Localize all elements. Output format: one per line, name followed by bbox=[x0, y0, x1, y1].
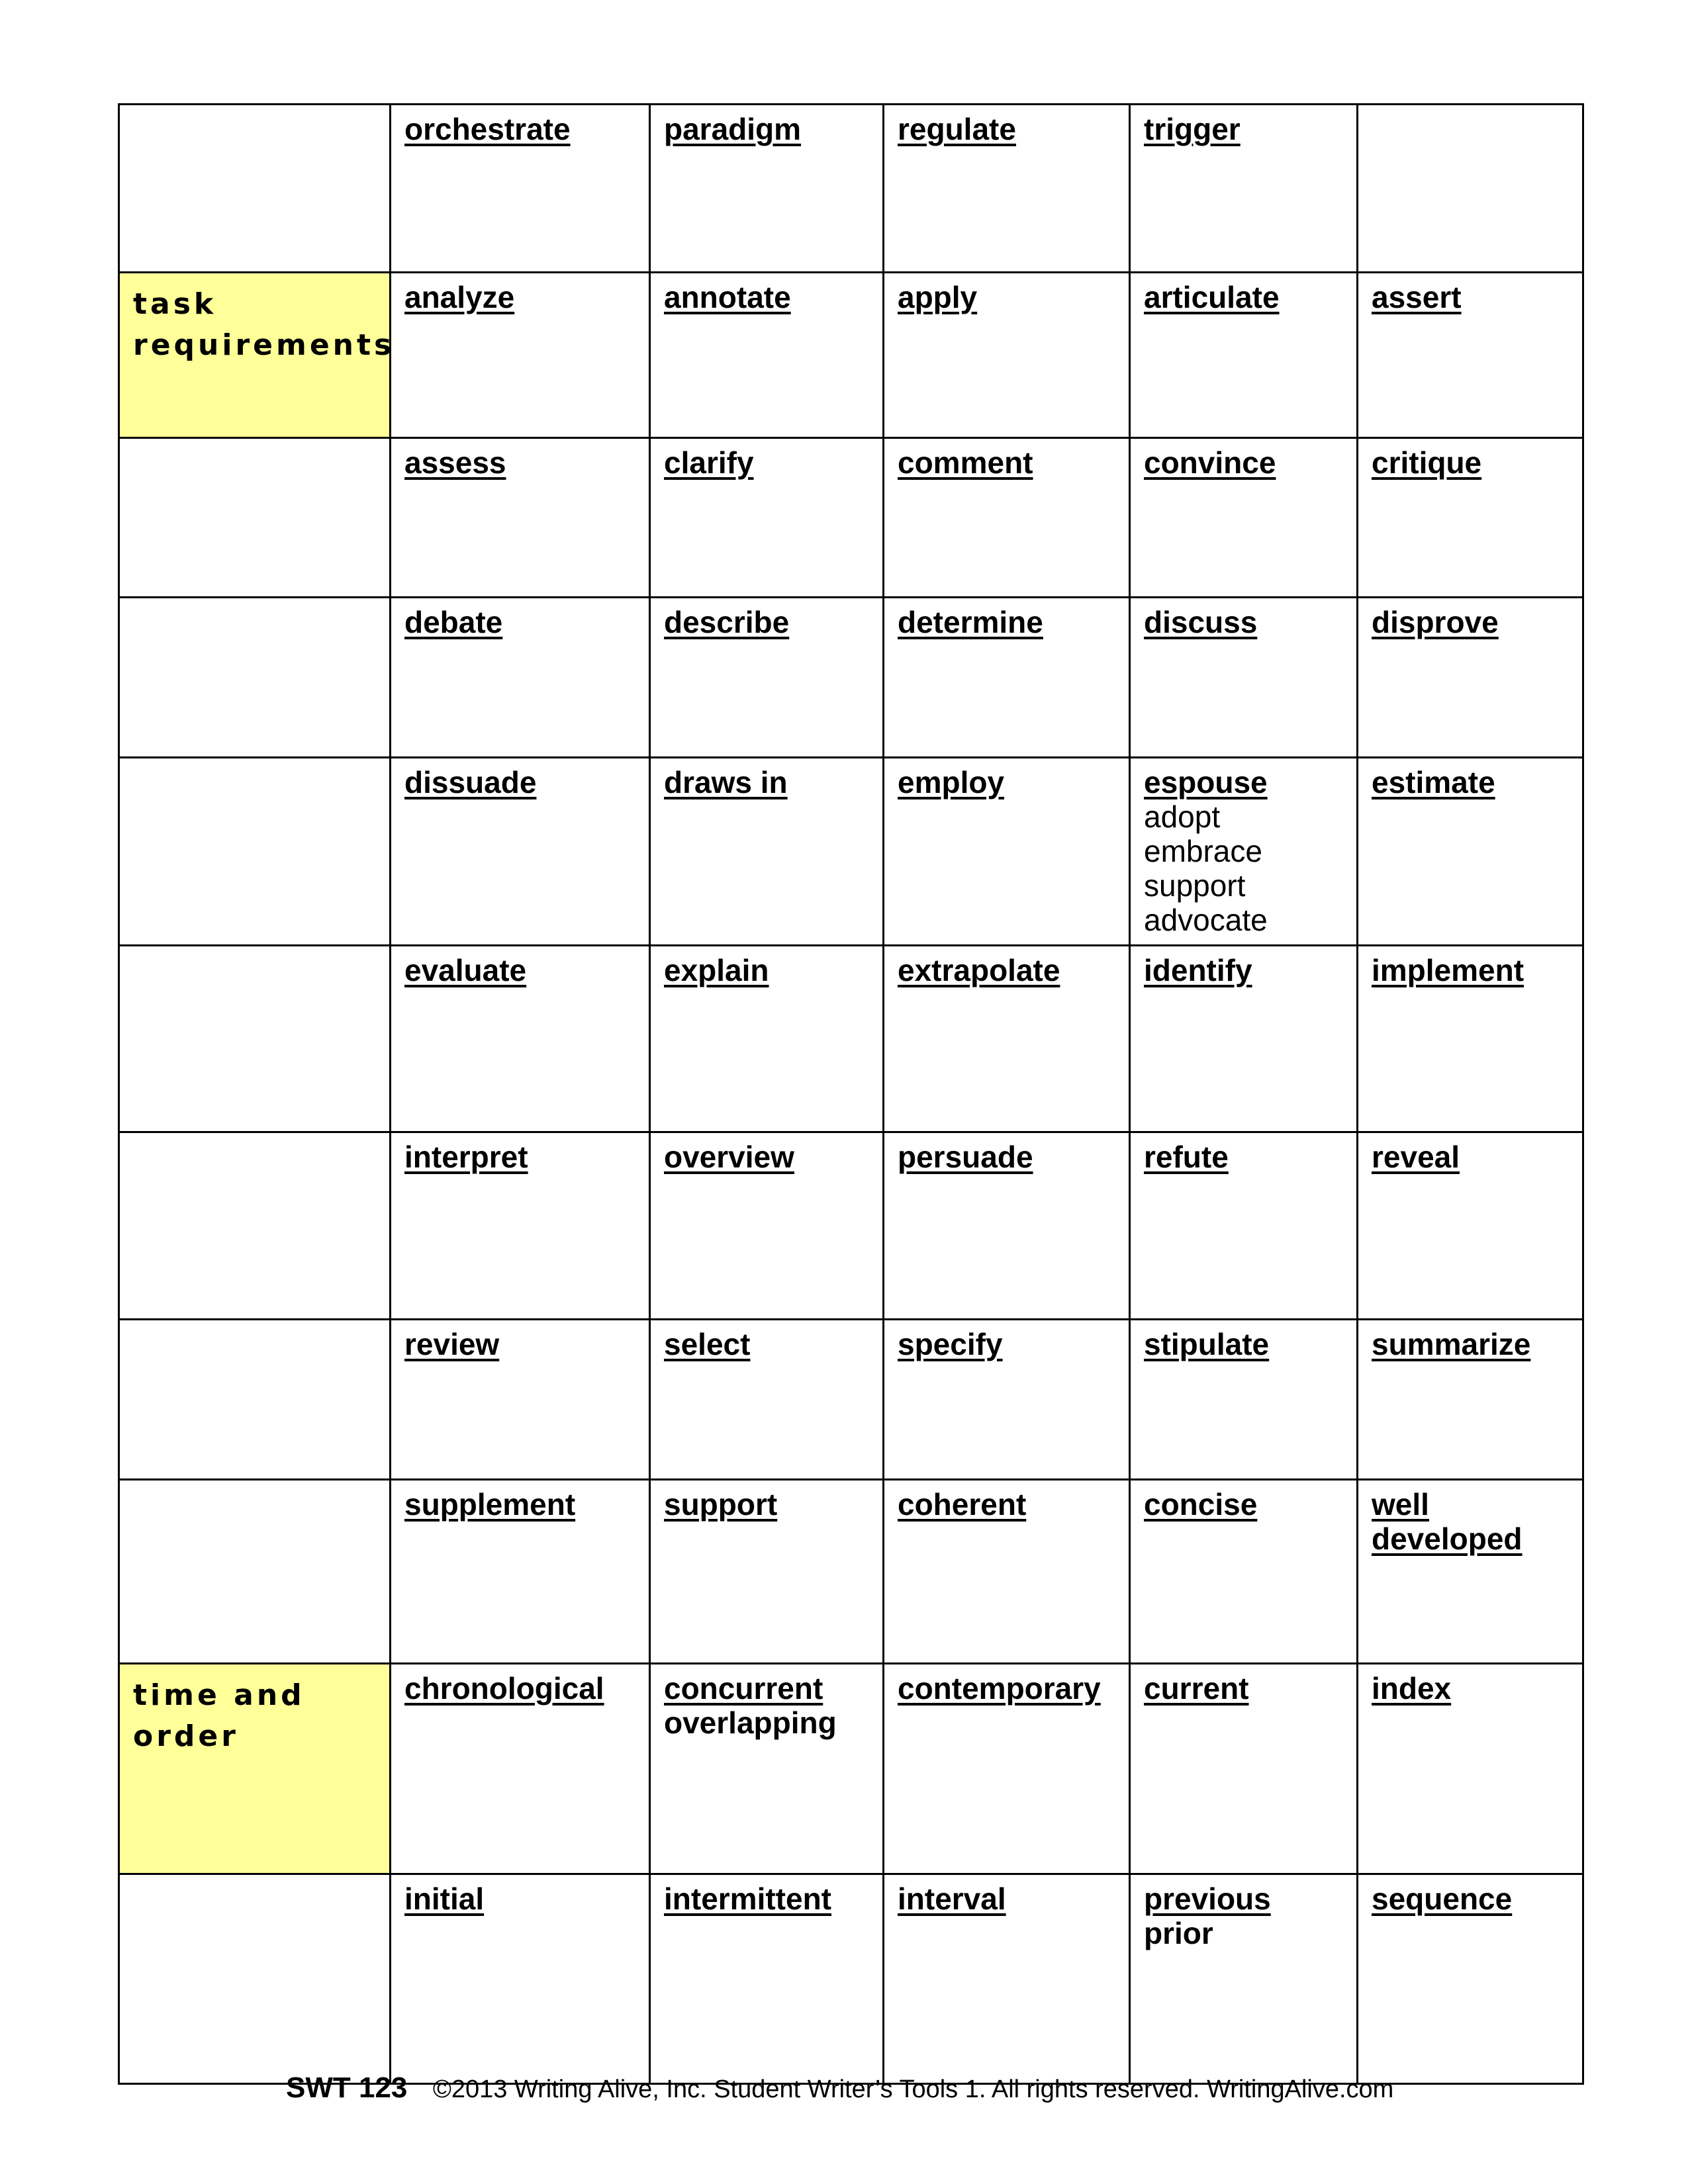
category-label: task requirements bbox=[133, 287, 395, 362]
vocab-term: comment bbox=[898, 445, 1033, 480]
vocab-term: chronological bbox=[404, 1671, 604, 1706]
table-row bbox=[119, 1664, 1583, 1874]
category-cell bbox=[119, 1874, 391, 2084]
vocab-term: identify bbox=[1144, 953, 1252, 987]
category-cell bbox=[119, 1132, 391, 1320]
category-cell bbox=[119, 1320, 391, 1480]
vocab-cell bbox=[650, 1132, 884, 1320]
vocab-cell bbox=[1130, 273, 1358, 438]
vocab-cell bbox=[1358, 105, 1583, 273]
vocab-cell bbox=[650, 946, 884, 1132]
vocab-cell bbox=[391, 438, 650, 598]
vocab-cell bbox=[1358, 1320, 1583, 1480]
table-row bbox=[119, 438, 1583, 598]
vocab-cell bbox=[1130, 946, 1358, 1132]
category-cell bbox=[119, 1480, 391, 1664]
vocab-term: regulate bbox=[898, 112, 1016, 146]
table-row bbox=[119, 1320, 1583, 1480]
vocab-term: paradigm bbox=[664, 112, 802, 146]
table-row bbox=[119, 1480, 1583, 1664]
vocab-term: refute bbox=[1144, 1140, 1229, 1174]
vocab-cell bbox=[1130, 1480, 1358, 1664]
vocab-cell bbox=[391, 273, 650, 438]
vocab-cell bbox=[884, 438, 1130, 598]
vocab-term: implement bbox=[1372, 953, 1524, 987]
vocab-cell bbox=[1130, 598, 1358, 758]
vocab-term: estimate bbox=[1372, 765, 1495, 799]
table-row bbox=[119, 946, 1583, 1132]
vocab-cell bbox=[884, 273, 1130, 438]
vocab-cell bbox=[1130, 1132, 1358, 1320]
category-cell bbox=[119, 273, 395, 438]
vocab-term: previous bbox=[1144, 1882, 1271, 1916]
table-row bbox=[119, 105, 1583, 273]
vocab-cell bbox=[1130, 1320, 1358, 1480]
vocab-cell bbox=[884, 598, 1130, 758]
vocab-term: well developed bbox=[1372, 1487, 1523, 1556]
vocab-term: dissuade bbox=[404, 765, 537, 799]
vocab-term: articulate bbox=[1144, 280, 1280, 314]
vocab-cell bbox=[1358, 1132, 1583, 1320]
vocab-cell bbox=[1358, 1480, 1583, 1664]
vocab-cell bbox=[391, 1132, 650, 1320]
synonym-text: support bbox=[1144, 868, 1246, 903]
table-row bbox=[119, 598, 1583, 758]
vocab-cell bbox=[884, 758, 1130, 946]
vocab-cell bbox=[884, 1664, 1130, 1874]
vocab-cell bbox=[391, 1874, 650, 2084]
vocab-cell bbox=[391, 1480, 650, 1664]
vocab-cell bbox=[1358, 1664, 1583, 1874]
vocab-cell bbox=[650, 1664, 884, 1874]
vocab-term: clarify bbox=[664, 445, 754, 480]
vocab-term: reveal bbox=[1372, 1140, 1460, 1174]
vocab-term: supplement bbox=[404, 1487, 576, 1522]
vocab-cell bbox=[1358, 758, 1583, 946]
vocab-term: summarize bbox=[1372, 1327, 1531, 1361]
vocab-cell bbox=[650, 1320, 884, 1480]
synonym-text: embrace bbox=[1144, 834, 1262, 868]
category-cell bbox=[119, 438, 391, 598]
vocab-term: support bbox=[664, 1487, 778, 1522]
vocabulary-table-body bbox=[119, 105, 1583, 2084]
vocab-cell bbox=[884, 1874, 1130, 2084]
table-row bbox=[119, 1132, 1583, 1320]
vocab-cell bbox=[1130, 1874, 1358, 2084]
vocab-cell bbox=[391, 1320, 650, 1480]
vocab-term: overview bbox=[664, 1140, 794, 1174]
vocab-term: interval bbox=[898, 1882, 1006, 1916]
vocab-cell bbox=[391, 1664, 650, 1874]
vocab-term: explain bbox=[664, 953, 769, 987]
vocab-term: sequence bbox=[1372, 1882, 1513, 1916]
vocab-term: disprove bbox=[1372, 605, 1499, 639]
vocab-cell bbox=[884, 1320, 1130, 1480]
footer-code: SWT 123 bbox=[286, 2071, 408, 2104]
vocab-term: coherent bbox=[898, 1487, 1027, 1522]
vocab-term: specify bbox=[898, 1327, 1003, 1361]
synonym-text: prior bbox=[1144, 1916, 1213, 1950]
vocab-cell bbox=[650, 1480, 884, 1664]
vocab-term: trigger bbox=[1144, 112, 1241, 146]
vocab-cell bbox=[884, 105, 1130, 273]
vocab-term: apply bbox=[898, 280, 978, 314]
vocab-cell bbox=[1358, 1874, 1583, 2084]
category-cell bbox=[119, 758, 391, 946]
vocab-term: extrapolate bbox=[898, 953, 1060, 987]
vocab-term: stipulate bbox=[1144, 1327, 1270, 1361]
synonym-text: adopt bbox=[1144, 799, 1221, 834]
vocab-cell bbox=[650, 273, 884, 438]
vocab-cell bbox=[391, 105, 650, 273]
vocab-term: orchestrate bbox=[404, 112, 571, 146]
vocab-cell bbox=[650, 438, 884, 598]
vocab-term: review bbox=[404, 1327, 500, 1361]
category-cell bbox=[119, 1664, 391, 1874]
vocab-term: analyze bbox=[404, 280, 515, 314]
vocab-term: assert bbox=[1372, 280, 1462, 314]
table-row bbox=[119, 1874, 1583, 2084]
vocab-term: evaluate bbox=[404, 953, 527, 987]
synonym-text: advocate bbox=[1144, 903, 1268, 937]
category-cell bbox=[119, 105, 391, 273]
vocab-cell bbox=[884, 1132, 1130, 1320]
vocab-cell bbox=[1358, 946, 1583, 1132]
vocab-cell bbox=[1358, 273, 1583, 438]
vocab-cell bbox=[391, 758, 650, 946]
page-footer bbox=[286, 2071, 1393, 2105]
vocab-cell bbox=[650, 105, 884, 273]
vocab-term: discuss bbox=[1144, 605, 1258, 639]
vocab-cell bbox=[1130, 438, 1358, 598]
vocab-term: critique bbox=[1372, 445, 1482, 480]
vocab-cell bbox=[884, 946, 1130, 1132]
category-cell bbox=[119, 946, 391, 1132]
vocab-term: espouse bbox=[1144, 765, 1268, 799]
vocab-term: initial bbox=[404, 1882, 485, 1916]
vocab-term: concurrent bbox=[664, 1671, 823, 1706]
category-label: time and order bbox=[133, 1678, 305, 1753]
vocab-term: describe bbox=[664, 605, 790, 639]
vocab-term: interpret bbox=[404, 1140, 528, 1174]
table-row bbox=[119, 758, 1583, 946]
vocab-cell bbox=[391, 946, 650, 1132]
table-row bbox=[119, 273, 1583, 438]
vocab-term: select bbox=[664, 1327, 751, 1361]
vocab-cell bbox=[1358, 598, 1583, 758]
synonym-text: overlapping bbox=[664, 1706, 837, 1740]
vocab-term: draws in bbox=[664, 765, 788, 799]
vocab-cell bbox=[884, 1480, 1130, 1664]
vocab-cell bbox=[1130, 758, 1358, 946]
vocab-term: assess bbox=[404, 445, 506, 480]
vocab-term: concise bbox=[1144, 1487, 1258, 1522]
vocab-cell bbox=[650, 1874, 884, 2084]
vocab-cell bbox=[391, 598, 650, 758]
vocab-term: contemporary bbox=[898, 1671, 1101, 1706]
vocab-cell bbox=[1358, 438, 1583, 598]
vocab-term: annotate bbox=[664, 280, 791, 314]
vocab-term: employ bbox=[898, 765, 1005, 799]
footer-copyright: ©2013 Writing Alive, Inc. Student Writer’s Tools 1. All rights reserved. WritingAlive.com bbox=[432, 2075, 1394, 2103]
vocab-term: determine bbox=[898, 605, 1043, 639]
vocab-term: persuade bbox=[898, 1140, 1033, 1174]
vocab-cell bbox=[1130, 1664, 1358, 1874]
vocab-cell bbox=[1130, 105, 1358, 273]
category-cell bbox=[119, 598, 391, 758]
vocab-term: debate bbox=[404, 605, 503, 639]
vocab-term: intermittent bbox=[664, 1882, 831, 1916]
vocab-term: current bbox=[1144, 1671, 1249, 1706]
vocab-term: convince bbox=[1144, 445, 1276, 480]
vocab-term: index bbox=[1372, 1671, 1452, 1706]
vocabulary-table bbox=[118, 103, 1584, 2085]
vocab-cell bbox=[650, 758, 884, 946]
vocab-cell bbox=[650, 598, 884, 758]
